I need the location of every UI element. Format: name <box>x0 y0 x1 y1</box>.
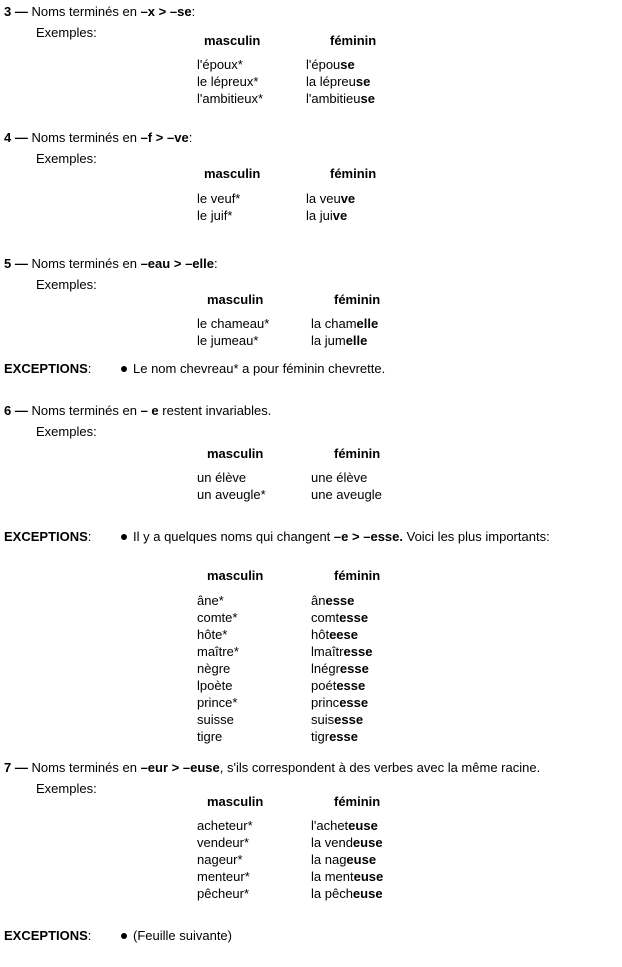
bullet-icon <box>121 534 127 540</box>
heading-tail: : <box>213 256 218 271</box>
section-5-heading <box>4 256 218 272</box>
column-header-masculin: masculin <box>207 568 264 583</box>
table-row-masc: l'époux* <box>197 57 243 72</box>
heading-text: Noms terminés en <box>31 256 141 271</box>
column-header-feminin: féminin <box>334 446 381 461</box>
heading-tail: : <box>188 130 193 145</box>
examples-label: Exemples: <box>36 277 97 292</box>
table-row-masc: l'ambitieux* <box>197 91 264 106</box>
arrow: > <box>155 130 164 145</box>
table-row-fem: l'ambitieuse <box>306 91 375 106</box>
section-7-heading <box>4 760 540 776</box>
suffix-to: –ve <box>166 130 189 145</box>
suffix-to: –euse <box>182 760 220 775</box>
section-3-heading <box>4 4 195 20</box>
table-row-masc: comte* <box>197 610 238 625</box>
exception-text: (Feuille suivante) <box>121 928 232 944</box>
heading-text: Noms terminés en <box>31 760 141 775</box>
table-row-masc: suisse <box>197 712 234 727</box>
section-number: 6 <box>4 403 12 418</box>
table-row-fem: la veuve <box>306 191 356 206</box>
dash: — <box>14 760 28 775</box>
table-row-masc: le chameau* <box>197 316 270 331</box>
table-row-masc: menteur* <box>197 869 250 884</box>
suffix-from: –eur <box>140 760 169 775</box>
table-row-masc: tigre <box>197 729 223 744</box>
dash: — <box>14 4 28 19</box>
bullet-icon <box>121 366 127 372</box>
table-row-masc: nageur* <box>197 852 243 867</box>
section-number: 4 <box>4 130 12 145</box>
table-row-masc: acheteur* <box>197 818 253 833</box>
heading-text: Noms terminés en <box>31 4 141 19</box>
table-row-fem: la pêcheuse <box>311 886 383 901</box>
dash: — <box>14 403 28 418</box>
column-header-masculin: masculin <box>207 446 264 461</box>
arrow: > <box>173 256 182 271</box>
table-row-fem: la jumelle <box>311 333 368 348</box>
table-row-fem: la vendeuse <box>311 835 383 850</box>
table-row-masc: le lépreux* <box>197 74 259 89</box>
table-row-fem: la lépreuse <box>306 74 371 89</box>
table-row-fem: suisesse <box>311 712 364 727</box>
table-row-masc: âne* <box>197 593 224 608</box>
column-header-feminin: féminin <box>334 292 381 307</box>
section-number: 5 <box>4 256 12 271</box>
table-row-masc: le jumeau* <box>197 333 259 348</box>
table-row-fem: une aveugle <box>311 487 382 502</box>
heading-text: Noms terminés en <box>31 130 141 145</box>
section-number: 3 <box>4 4 12 19</box>
suffix-from: – e <box>140 403 159 418</box>
table-row-fem: une élève <box>311 470 368 485</box>
heading-tail: , s'ils correspondent à des verbes avec la même racine. <box>219 760 541 775</box>
table-row-masc: vendeur* <box>197 835 250 850</box>
suffix-from: –f <box>140 130 153 145</box>
table-row-fem: l'acheteuse <box>311 818 378 833</box>
arrow: > <box>171 760 180 775</box>
table-row-masc: le veuf* <box>197 191 241 206</box>
arrow: > <box>158 4 167 19</box>
column-header-masculin: masculin <box>204 166 261 181</box>
dash: — <box>14 130 28 145</box>
table-row-fem: ânesse <box>311 593 355 608</box>
column-header-masculin: masculin <box>204 33 261 48</box>
table-row-fem: la chamelle <box>311 316 379 331</box>
table-row-masc: pêcheur* <box>197 886 250 901</box>
heading-tail: restent invariables. <box>158 403 272 418</box>
table-row-masc: le juif* <box>197 208 233 223</box>
examples-label: Exemples: <box>36 25 97 40</box>
column-header-masculin: masculin <box>207 794 264 809</box>
examples-label: Exemples: <box>36 151 97 166</box>
table-row-masc: nègre <box>197 661 231 676</box>
column-header-feminin: féminin <box>334 568 381 583</box>
table-row-fem: poétesse <box>311 678 366 693</box>
table-row-masc: prince* <box>197 695 238 710</box>
table-row-fem: tigresse <box>311 729 358 744</box>
suffix-to: –elle <box>185 256 214 271</box>
section-4-heading <box>4 130 192 146</box>
section-number: 7 <box>4 760 12 775</box>
table-row-masc: lpoète <box>197 678 233 693</box>
table-row-masc: maître* <box>197 644 239 659</box>
suffix-to: –se <box>169 4 192 19</box>
table-row-fem: la nageuse <box>311 852 377 867</box>
exception-text: Le nom chevreau* a pour féminin chevrette. <box>121 361 385 377</box>
bullet-icon <box>121 933 127 939</box>
table-row-fem: lmaîtresse <box>311 644 373 659</box>
table-row-fem: la juive <box>306 208 348 223</box>
table-row-fem: l'épouse <box>306 57 355 72</box>
table-row-fem: lnégresse <box>311 661 369 676</box>
exceptions-label: EXCEPTIONS: <box>4 928 92 943</box>
examples-label: Exemples: <box>36 424 97 439</box>
table-row-fem: comtesse <box>311 610 369 625</box>
column-header-masculin: masculin <box>207 292 264 307</box>
exceptions-label: EXCEPTIONS: <box>4 361 92 376</box>
table-row-masc: hôte* <box>197 627 228 642</box>
exceptions-label: EXCEPTIONS: <box>4 529 92 544</box>
suffix-from: –eau <box>140 256 171 271</box>
heading-text: Noms terminés en <box>31 403 141 418</box>
column-header-feminin: féminin <box>330 166 377 181</box>
heading-tail: : <box>191 4 196 19</box>
table-row-fem: hôteese <box>311 627 358 642</box>
table-row-masc: un élève <box>197 470 247 485</box>
table-row-fem: princesse <box>311 695 369 710</box>
column-header-feminin: féminin <box>334 794 381 809</box>
table-row-fem: la menteuse <box>311 869 384 884</box>
table-row-masc: un aveugle* <box>197 487 266 502</box>
exception-text: Il y a quelques noms qui changent –e > –esse. Voici les plus importants: <box>121 529 550 545</box>
column-header-feminin: féminin <box>330 33 377 48</box>
suffix-from: –x <box>140 4 156 19</box>
section-6-heading <box>4 403 271 419</box>
dash: — <box>14 256 28 271</box>
examples-label: Exemples: <box>36 781 97 796</box>
